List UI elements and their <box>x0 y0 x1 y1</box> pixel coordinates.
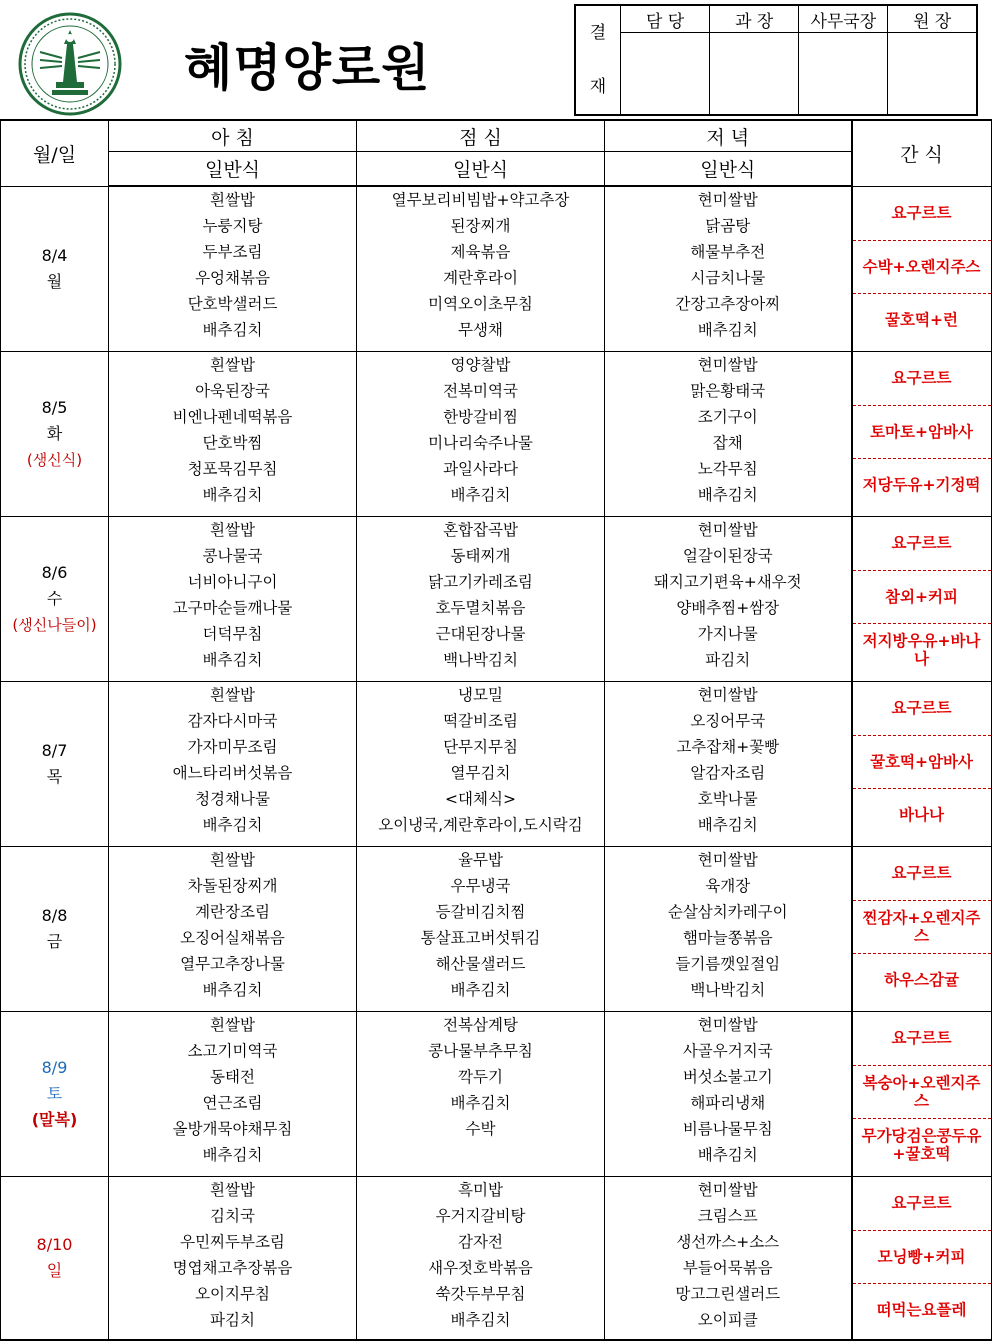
approval-box <box>574 4 978 116</box>
day-row <box>1 681 992 846</box>
day-note: (말복) <box>31 1109 78 1129</box>
dinner-item: 맑은황태국 <box>690 381 766 400</box>
lunch-item: 깍두기 <box>458 1067 503 1086</box>
dinner-item: 시금치나물 <box>690 269 766 287</box>
date-column-header: 월/일 <box>1 120 109 186</box>
day-weekday: 금 <box>46 931 63 951</box>
lunch-item <box>357 1142 604 1168</box>
lunch-cell <box>357 1011 605 1176</box>
dinner-item: 햄마늘쫑볶음 <box>682 928 773 947</box>
snack-cell <box>852 516 992 681</box>
lunch-item: 동태찌개 <box>450 546 511 565</box>
dinner-item: 망고그린샐러드 <box>675 1284 781 1303</box>
snack-item: 찐감자+오렌지주스 <box>853 900 991 953</box>
lunch-item: 과일사라다 <box>443 459 518 478</box>
breakfast-item: 소고기미역국 <box>187 1041 278 1060</box>
dinner-item: 부들어묵볶음 <box>682 1258 773 1277</box>
approval-role-director: 원 장 <box>888 5 977 33</box>
dinner-item: 조기구이 <box>697 407 758 426</box>
breakfast-item: 배추김치 <box>202 650 263 669</box>
day-weekday: 화 <box>46 423 63 443</box>
breakfast-type: 일반식 <box>109 152 357 187</box>
dinner-item: 배추김치 <box>697 815 758 834</box>
snack-item: 모닝빵+커피 <box>853 1230 991 1283</box>
breakfast-item: 올방개묵야채무침 <box>172 1119 293 1138</box>
lunch-item: 호두멸치볶음 <box>435 598 526 617</box>
breakfast-cell <box>109 1176 357 1340</box>
snack-item: 요구르트 <box>891 204 952 222</box>
dinner-item: 고추잡채+꽃빵 <box>676 737 780 756</box>
lunch-cell <box>357 351 605 516</box>
approval-label-bottom: 재 <box>589 77 607 97</box>
breakfast-cell <box>109 846 357 1011</box>
dinner-item: 간장고추장아찌 <box>675 295 781 313</box>
snack-item: 저당두유+기정떡 <box>853 458 991 511</box>
day-cell <box>1 186 109 351</box>
breakfast-item: 더덕무침 <box>202 624 263 643</box>
breakfast-item: 배추김치 <box>202 1145 263 1164</box>
signature-box[interactable] <box>710 33 799 116</box>
lunch-item: 미역오이초무침 <box>428 295 533 313</box>
breakfast-item: 배추김치 <box>202 321 263 339</box>
day-cell <box>1 1011 109 1176</box>
dinner-item: 배추김치 <box>697 321 758 339</box>
breakfast-item: 동태전 <box>210 1067 255 1086</box>
breakfast-item: 배추김치 <box>202 485 263 504</box>
snack-item: 요구르트 <box>891 699 952 717</box>
dinner-item: 현미쌀밥 <box>697 1015 758 1034</box>
lunch-header: 점 심 <box>357 120 605 152</box>
lunch-item: 계란후라이 <box>443 269 518 287</box>
dinner-item: 양배추찜+쌈장 <box>676 598 780 617</box>
snack-item: 저지방우유+바나나 <box>853 623 991 676</box>
breakfast-item: 배추김치 <box>202 815 263 834</box>
lunch-item: 미나리숙주나물 <box>428 433 533 452</box>
breakfast-item: 차돌된장찌개 <box>187 876 278 895</box>
breakfast-cell <box>109 1011 357 1176</box>
snack-item: 복숭아+오렌지주스 <box>853 1065 991 1118</box>
day-weekday: 월 <box>46 271 63 291</box>
breakfast-item: 청경채나물 <box>195 789 270 808</box>
breakfast-item: 계란장조림 <box>195 902 270 921</box>
day-weekday: 수 <box>46 588 63 608</box>
lunch-item: 근대된장나물 <box>435 624 526 643</box>
dinner-item: 생선까스+소스 <box>676 1232 780 1251</box>
day-date: 8/5 <box>41 397 68 417</box>
breakfast-item: 흰쌀밥 <box>210 1015 255 1034</box>
approval-role-manager: 과 장 <box>710 5 799 33</box>
snack-item: 요구르트 <box>891 369 952 387</box>
breakfast-item: 김치국 <box>210 1206 255 1225</box>
lunch-item: 백나박김치 <box>443 650 518 669</box>
dinner-cell <box>605 351 852 516</box>
breakfast-item: 흰쌀밥 <box>210 191 255 209</box>
day-weekday: 일 <box>46 1260 63 1280</box>
snack-item: 떠먹는요플레 <box>853 1283 991 1336</box>
day-date: 8/6 <box>41 562 68 582</box>
breakfast-cell <box>109 681 357 846</box>
approval-label-top: 결 <box>589 23 607 43</box>
day-cell <box>1 351 109 516</box>
day-cell <box>1 846 109 1011</box>
breakfast-item: 열무고추장나물 <box>180 954 285 973</box>
day-date: 8/9 <box>41 1057 68 1077</box>
lunch-item: 한방갈비찜 <box>443 407 518 426</box>
day-row <box>1 351 992 516</box>
lunch-item: 혼합잡곡밥 <box>443 520 518 539</box>
dinner-item: 잡채 <box>712 433 743 452</box>
breakfast-item: 청포묵김무침 <box>187 459 278 478</box>
dinner-item: 현미쌀밥 <box>697 850 758 869</box>
dinner-item: 호박나물 <box>697 789 758 808</box>
day-date: 8/7 <box>41 740 68 760</box>
breakfast-item: 아욱된장국 <box>195 381 270 400</box>
day-cell <box>1 516 109 681</box>
lunch-cell <box>357 846 605 1011</box>
dinner-item: 현미쌀밥 <box>697 685 758 704</box>
dinner-cell <box>605 846 852 1011</box>
dinner-item: 해파리냉채 <box>690 1093 766 1112</box>
breakfast-cell <box>109 351 357 516</box>
breakfast-item: 너비아니구이 <box>187 572 278 591</box>
breakfast-cell <box>109 516 357 681</box>
day-date: 8/10 <box>36 1234 73 1254</box>
lunch-cell <box>357 186 605 351</box>
snack-cell <box>852 681 992 846</box>
page-title: 혜명양로원 <box>184 39 431 97</box>
snack-item: 꿀호떡+런 <box>853 293 991 346</box>
breakfast-item: 단호박찜 <box>202 433 263 452</box>
snack-item: 꿀호떡+암바사 <box>853 735 991 788</box>
snack-cell <box>852 186 992 351</box>
dinner-item: 오징어무국 <box>690 711 766 730</box>
snack-item: 요구르트 <box>891 864 952 882</box>
breakfast-item: 콩나물국 <box>202 546 263 565</box>
signature-box[interactable] <box>888 33 977 116</box>
snack-item: 하우스감귤 <box>853 953 991 1006</box>
lunch-item: <대체식> <box>445 789 516 808</box>
snack-item: 토마토+암바사 <box>853 405 991 458</box>
lunch-item: 냉모밀 <box>458 685 503 704</box>
lunch-item: 새우젓호박볶음 <box>428 1258 533 1277</box>
dinner-item: 비름나물무침 <box>682 1119 773 1138</box>
lunch-item: 배추김치 <box>450 1310 511 1329</box>
day-row <box>1 186 992 351</box>
breakfast-item: 흰쌀밥 <box>210 685 255 704</box>
breakfast-item: 두부조림 <box>202 243 263 261</box>
dinner-item: 해물부추전 <box>690 243 766 261</box>
breakfast-item: 오징어실채볶음 <box>180 928 285 947</box>
breakfast-item: 우민찌두부조림 <box>180 1232 285 1251</box>
lunch-item: 해산물샐러드 <box>435 954 526 973</box>
signature-box[interactable] <box>799 33 888 116</box>
lunch-item: 율무밥 <box>458 850 503 869</box>
breakfast-item: 연근조림 <box>202 1093 263 1112</box>
lunch-item: 전복미역국 <box>443 381 518 400</box>
snack-item: 요구르트 <box>891 1029 952 1047</box>
dinner-item: 가지나물 <box>697 624 758 643</box>
day-date: 8/8 <box>41 905 68 925</box>
dinner-item: 노각무침 <box>697 459 758 478</box>
breakfast-item: 고구마순들깨나물 <box>172 598 293 617</box>
dinner-item: 버섯소불고기 <box>682 1067 773 1086</box>
day-row <box>1 1176 992 1340</box>
breakfast-header: 아 침 <box>109 120 357 152</box>
lunch-item: 열무김치 <box>450 763 511 782</box>
dinner-cell <box>605 681 852 846</box>
lunch-item: 제육볶음 <box>450 243 511 261</box>
breakfast-item: 감자다시마국 <box>187 711 278 730</box>
dinner-item: 오이피클 <box>697 1310 758 1329</box>
lunch-item: 우거지갈비탕 <box>435 1206 526 1225</box>
lunch-item: 등갈비김치찜 <box>435 902 526 921</box>
snack-item: 무가당검은콩두유+꿀호떡 <box>853 1118 991 1171</box>
day-note: (생신나들이) <box>12 615 97 634</box>
breakfast-item: 누룽지탕 <box>202 217 263 235</box>
approval-label <box>575 5 621 115</box>
day-date: 8/4 <box>41 245 68 265</box>
lunch-item: 배추김치 <box>450 980 511 999</box>
snack-item: 참외+커피 <box>853 570 991 623</box>
lunch-item: 수박 <box>465 1119 496 1138</box>
dinner-item: 들기름깻잎절임 <box>675 954 781 973</box>
lunch-item: 배추김치 <box>450 1093 511 1112</box>
day-cell <box>1 681 109 846</box>
breakfast-item: 단호박샐러드 <box>187 295 278 313</box>
lunch-item: 오이냉국,계란후라이,도시락김 <box>378 815 583 834</box>
lunch-cell <box>357 1176 605 1340</box>
breakfast-item: 애느타리버섯볶음 <box>172 763 293 782</box>
day-row <box>1 516 992 681</box>
snack-cell <box>852 846 992 1011</box>
lunch-item: 떡갈비조림 <box>443 711 518 730</box>
dinner-cell <box>605 186 852 351</box>
dinner-item: 백나박김치 <box>690 980 766 999</box>
dinner-item: 순살삼치카레구이 <box>667 902 788 921</box>
dinner-item: 돼지고기편육+새우젓 <box>653 572 802 591</box>
lunch-item: 콩나물부추무침 <box>428 1041 533 1060</box>
lunch-item: 영양찰밥 <box>450 355 511 374</box>
snack-cell <box>852 1011 992 1176</box>
dinner-item: 현미쌀밥 <box>697 355 758 374</box>
lunch-item: 배추김치 <box>450 485 511 504</box>
day-row <box>1 1011 992 1176</box>
dinner-cell <box>605 1176 852 1340</box>
signature-box[interactable] <box>621 33 710 116</box>
lunch-item: 닭고기카레조림 <box>428 572 533 591</box>
breakfast-item: 가자미무조림 <box>187 737 278 756</box>
lunch-item: 흑미밥 <box>458 1180 503 1199</box>
lunch-item: 감자전 <box>458 1232 503 1251</box>
approval-role-staff: 담 당 <box>621 5 710 33</box>
dinner-item: 닭곰탕 <box>705 217 751 235</box>
dinner-cell <box>605 1011 852 1176</box>
lunch-item: 전복삼계탕 <box>443 1015 518 1034</box>
lunch-item: 쑥갓두부무침 <box>435 1284 526 1303</box>
breakfast-item: 명엽채고추장볶음 <box>172 1258 293 1277</box>
dinner-cell <box>605 516 852 681</box>
breakfast-cell <box>109 186 357 351</box>
lunch-item: 된장찌개 <box>450 217 511 235</box>
dinner-item: 배추김치 <box>697 1145 758 1164</box>
dinner-item: 얼갈이된장국 <box>682 546 773 565</box>
snack-cell <box>852 351 992 516</box>
day-row <box>1 846 992 1011</box>
lunch-item: 통살표고버섯튀김 <box>420 928 541 947</box>
dinner-item: 육개장 <box>705 876 751 895</box>
dinner-item: 현미쌀밥 <box>697 191 758 209</box>
dinner-item: 현미쌀밥 <box>697 1180 758 1199</box>
lunch-cell <box>357 516 605 681</box>
weekly-menu-table <box>0 119 992 1341</box>
lunch-item: 무생채 <box>458 321 503 339</box>
dinner-item: 배추김치 <box>697 485 758 504</box>
dinner-item: 알감자조림 <box>690 763 766 782</box>
approval-role-secretary: 사무국장 <box>799 5 888 33</box>
snack-item: 수박+오렌지주스 <box>853 240 991 293</box>
breakfast-item: 흰쌀밥 <box>210 355 255 374</box>
dinner-item: 파김치 <box>705 650 751 669</box>
day-note: (생신식) <box>26 450 83 469</box>
lunch-cell <box>357 681 605 846</box>
lunch-item: 열무보리비빔밥+약고추장 <box>391 191 570 209</box>
breakfast-item: 배추김치 <box>202 980 263 999</box>
breakfast-item: 비엔나펜네떡볶음 <box>172 407 293 426</box>
dinner-header: 저 녁 <box>605 120 852 152</box>
dinner-item: 사골우거지국 <box>682 1041 773 1060</box>
day-weekday: 목 <box>46 766 63 786</box>
institution-emblem-icon <box>18 12 122 116</box>
snack-item: 바나나 <box>853 788 991 841</box>
snack-column-header: 간 식 <box>852 120 992 186</box>
lunch-item: 단무지무침 <box>443 737 518 756</box>
snack-item: 요구르트 <box>891 534 952 552</box>
dinner-item: 현미쌀밥 <box>697 520 758 539</box>
snack-cell <box>852 1176 992 1340</box>
breakfast-item: 흰쌀밥 <box>210 1180 255 1199</box>
day-weekday: 토 <box>46 1083 63 1103</box>
breakfast-item: 흰쌀밥 <box>210 520 255 539</box>
dinner-type: 일반식 <box>605 152 852 187</box>
breakfast-item: 우엉채볶음 <box>195 269 270 287</box>
lunch-type: 일반식 <box>357 152 605 187</box>
breakfast-item: 파김치 <box>210 1310 255 1329</box>
day-cell <box>1 1176 109 1340</box>
lunch-item: 우무냉국 <box>450 876 511 895</box>
breakfast-item: 오이지무침 <box>195 1284 270 1303</box>
snack-item: 요구르트 <box>891 1194 952 1212</box>
dinner-item: 크림스프 <box>697 1206 758 1225</box>
breakfast-item: 흰쌀밥 <box>210 850 255 869</box>
